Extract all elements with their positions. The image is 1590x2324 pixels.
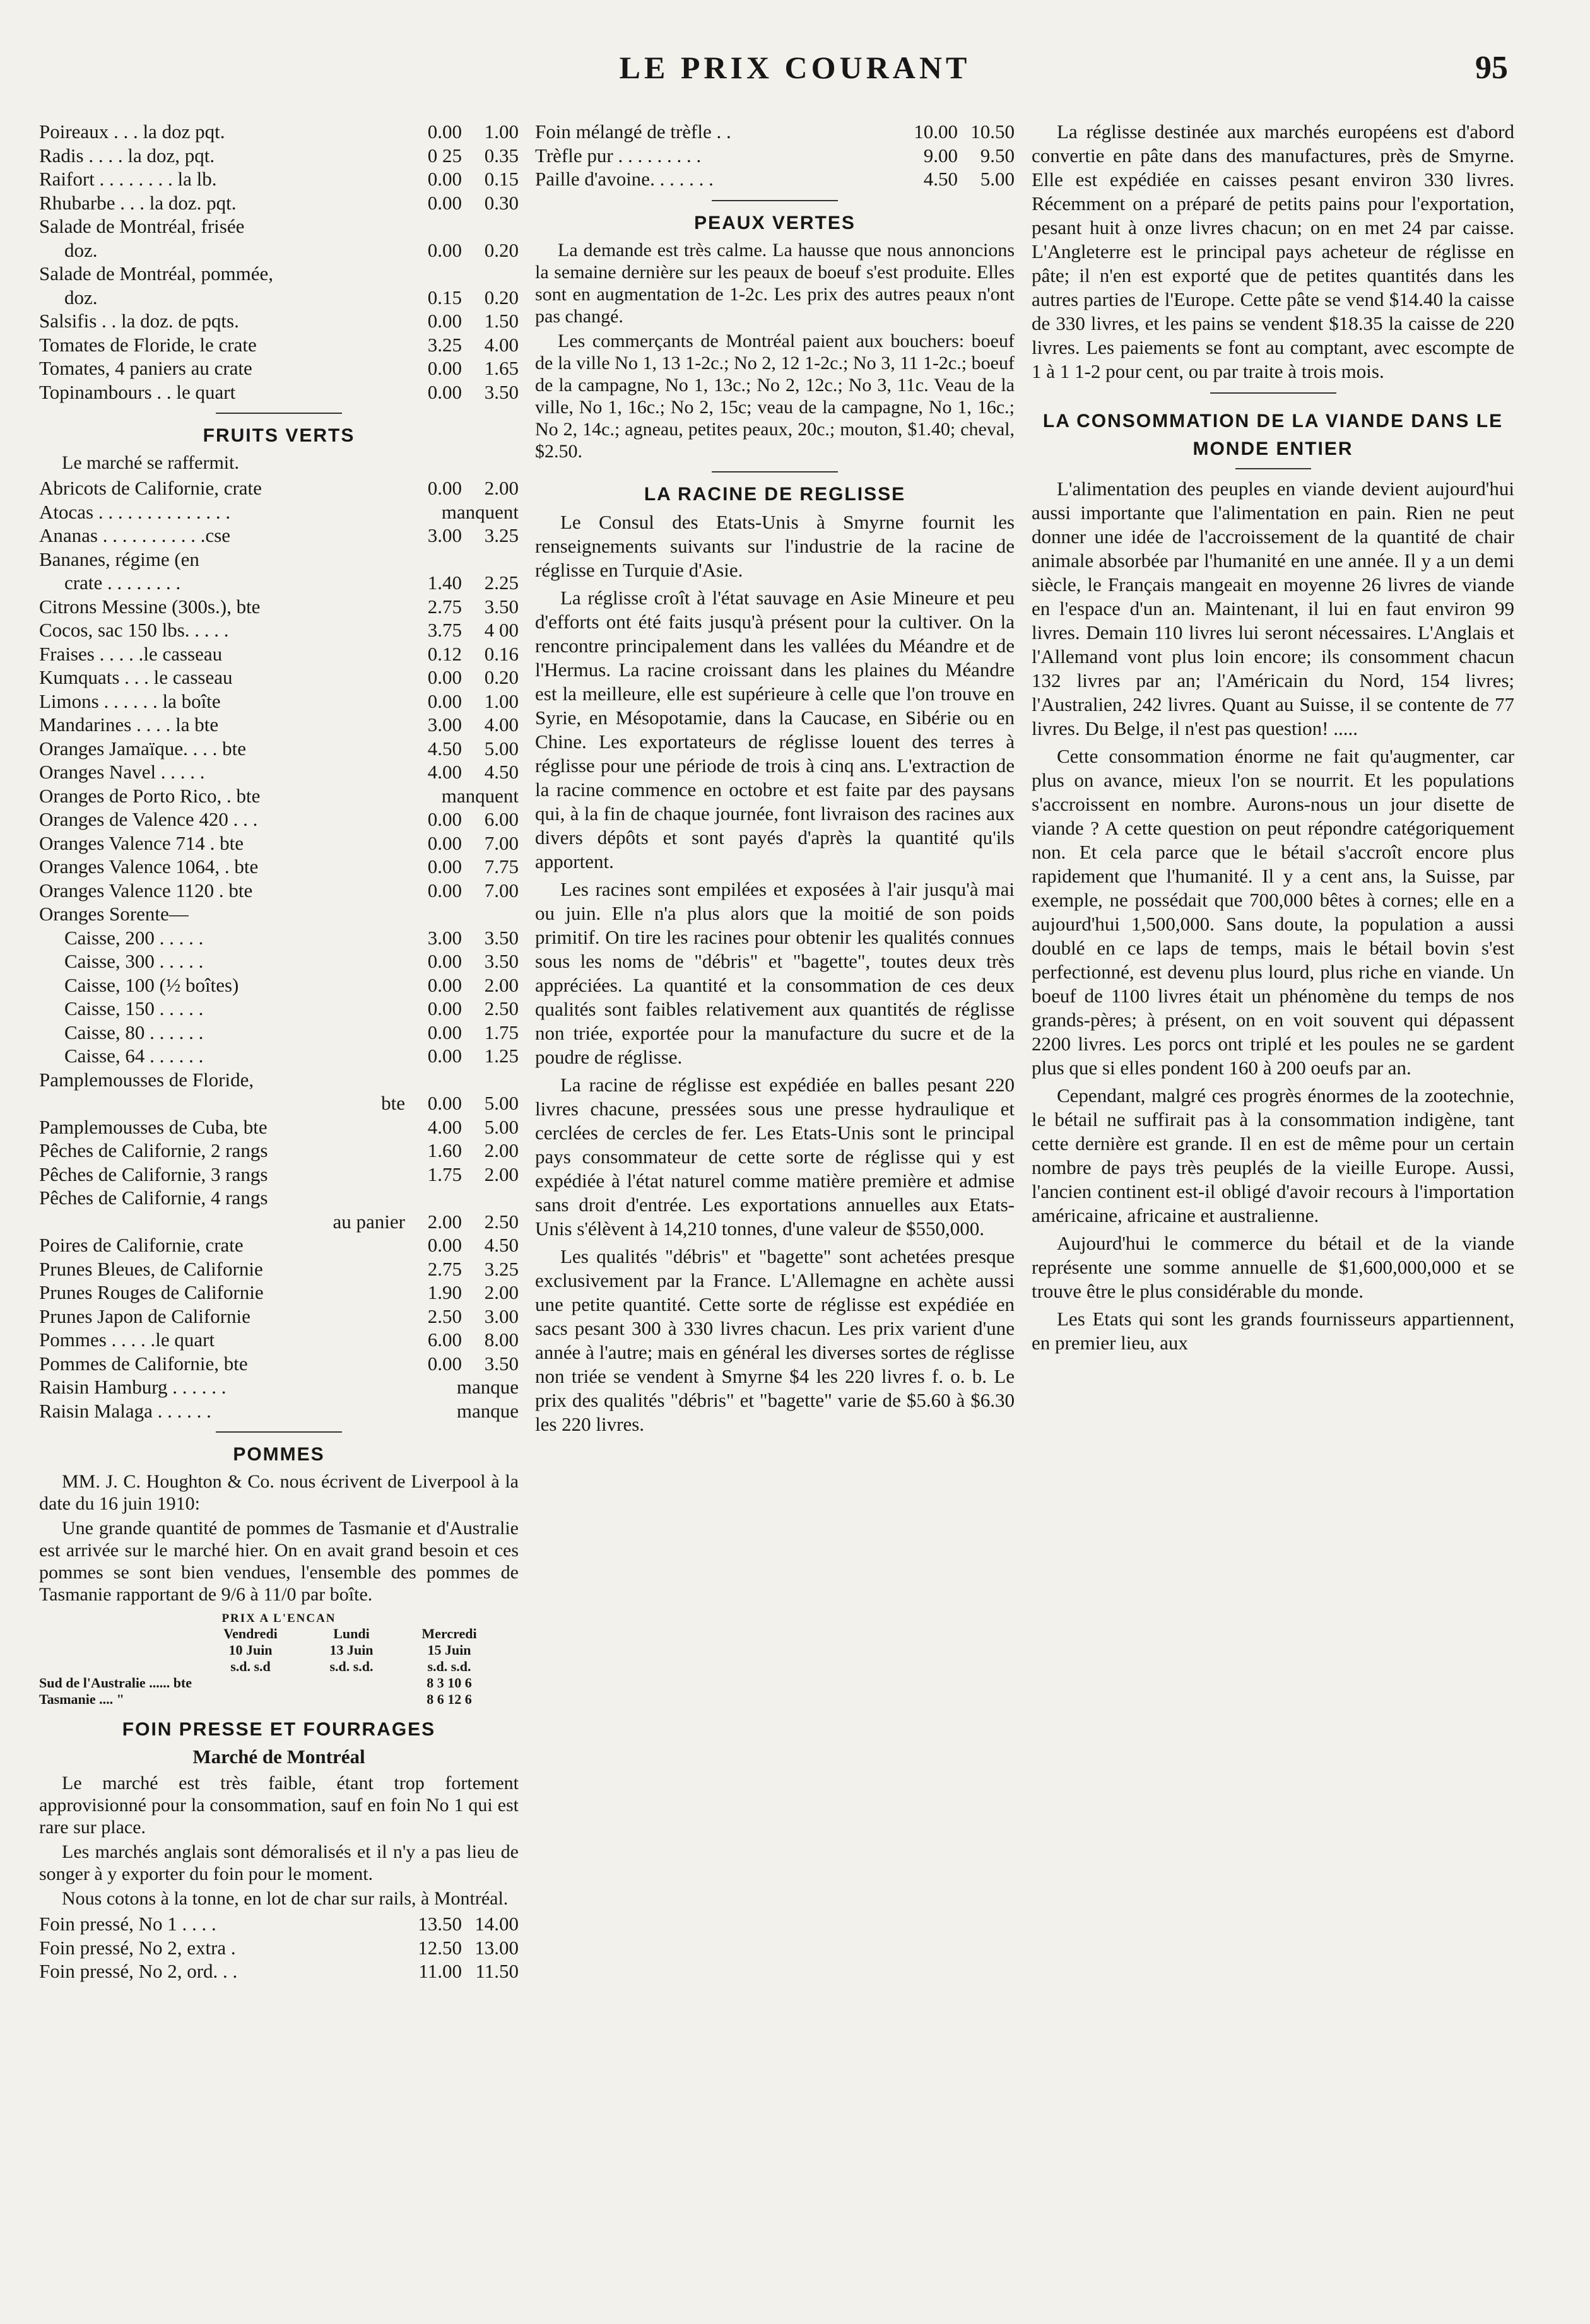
auction-table-cell <box>200 1675 301 1691</box>
price-label: Bananes, régime (en <box>39 548 199 570</box>
foin-paragraph: Le marché est très faible, étant trop fortement approvisionné pour la consommation, sauf en foin No 1 qui est rare sur place. <box>39 1773 519 1838</box>
price-label: Oranges Sorente— <box>39 903 189 925</box>
price-label: Cocos, sac 150 lbs. . . . . <box>39 619 229 641</box>
price-row <box>39 997 519 1021</box>
price-label: bte <box>381 1092 405 1114</box>
price-row <box>39 1352 519 1376</box>
price-row <box>39 1959 519 1983</box>
price-high: 4.50 <box>484 1234 519 1256</box>
price-row <box>39 1044 519 1068</box>
price-label: Poires de Californie, crate <box>39 1234 244 1256</box>
price-row <box>39 807 519 831</box>
price-high: 14.00 <box>474 1913 519 1935</box>
price-row <box>39 1936 519 1960</box>
price-label: Oranges Navel . . . . . <box>39 761 205 783</box>
price-low: 0.00 <box>427 310 462 332</box>
auction-table-cell: 8 6 12 6 <box>427 1691 472 1707</box>
price-low <box>411 902 462 926</box>
price-low: 2.75 <box>427 595 462 618</box>
price-row <box>39 380 519 404</box>
section-rule <box>216 413 342 414</box>
price-row <box>39 214 519 238</box>
foin-paragraph: Nous cotons à la tonne, en lot de char sur rails, à Montréal. <box>62 1888 509 1909</box>
column-1 <box>39 120 519 2277</box>
auction-table-header-cell: 15 Juin <box>427 1642 471 1658</box>
price-low: 0.00 <box>427 808 462 830</box>
price-row <box>39 760 519 784</box>
price-row <box>39 1375 519 1399</box>
auction-table-header-cell <box>39 1642 200 1658</box>
price-row <box>39 1281 519 1305</box>
price-row <box>39 690 519 713</box>
price-low: 0.00 <box>427 477 462 499</box>
price-row <box>39 262 519 286</box>
section-rule <box>1210 392 1336 394</box>
price-low: 0.00 <box>427 238 462 261</box>
price-row <box>39 1257 519 1281</box>
price-high: 1.00 <box>484 120 519 143</box>
price-high <box>462 1186 519 1210</box>
price-low: 0.00 <box>427 357 462 379</box>
price-high: 2.25 <box>484 572 519 594</box>
price-low: 0.00 <box>427 1352 462 1375</box>
price-label: Foin mélangé de trèfle . . <box>535 120 731 143</box>
section-rule <box>712 200 838 201</box>
auction-table-header-cell: s.d. s.d <box>230 1658 271 1674</box>
price-label: Pêches de Californie, 2 rangs <box>39 1139 268 1161</box>
masthead-title: LE PRIX COURANT <box>619 50 971 85</box>
price-high <box>462 902 519 926</box>
vegetable-price-list <box>39 120 519 404</box>
price-row <box>39 476 519 500</box>
price-high: 4 00 <box>484 619 519 641</box>
price-label: Salsifis . . la doz. de pqts. <box>39 310 239 332</box>
price-high: 1.00 <box>484 690 519 712</box>
price-row <box>39 1163 519 1187</box>
price-label: Raifort . . . . . . . . la lb. <box>39 168 217 190</box>
price-row <box>39 548 519 572</box>
fruits-market-note: Le marché se raffermit. <box>62 452 239 473</box>
price-high: 2.00 <box>484 1281 519 1303</box>
pommes-section-title: POMMES <box>233 1444 325 1465</box>
price-high: 3.00 <box>484 1305 519 1327</box>
price-label: Paille d'avoine. . . . . . . <box>535 168 714 190</box>
price-label: Pêches de Californie, 4 rangs <box>39 1187 268 1209</box>
price-high: 3.25 <box>484 1257 519 1280</box>
price-low: 1.40 <box>427 572 462 594</box>
price-low: 2.75 <box>427 1257 462 1280</box>
price-label: Caisse, 200 . . . . . <box>64 926 204 949</box>
price-low <box>411 1186 462 1210</box>
price-low: 0.00 <box>427 1234 462 1256</box>
price-label: Oranges Valence 714 . bte <box>39 831 244 854</box>
price-high: 5.00 <box>484 1092 519 1114</box>
price-low: 0 25 <box>427 144 462 167</box>
price-low: 3.00 <box>427 524 462 546</box>
price-label: Trèfle pur . . . . . . . . . <box>535 144 702 167</box>
price-high: 11.50 <box>475 1960 519 1982</box>
auction-table-header-cell: Vendredi <box>223 1626 278 1641</box>
pommes-paragraph: Une grande quantité de pommes de Tasmanie et d'Australie est arrivée sur le marché hier. On en avait grand besoin et ces pommes se sont bien vendues, l'ensemble des pommes de Tasmanie rapportant de 9/6 à 11/0 par boîte. <box>39 1518 519 1605</box>
price-low: 4.00 <box>427 761 462 783</box>
page-number: 95 <box>1475 50 1508 86</box>
price-label: Caisse, 64 . . . . . . <box>64 1045 204 1067</box>
reglisse-paragraph: La racine de réglisse est expédiée en balles pesant 220 livres chacune, pressées sous une presse hydraulique et cerclées de cercles de fer. Les Etats-Unis sont le principal pays consommateur de cette sorte de réglisse qui y est expédiée à l'état naturel comme matière première et admise sans droit d'entrée. Les exportations annuelles aux Etats-Unis s'élèvent à 14,210 tonnes, d'une valeur de $550,000. <box>535 1073 1015 1240</box>
price-low: 0.00 <box>427 831 462 854</box>
price-low: 12.50 <box>418 1936 462 1959</box>
price-label: Foin pressé, No 2, ord. . . <box>39 1960 238 1982</box>
price-low: 0.00 <box>427 1092 462 1114</box>
reglisse-paragraph: Les racines sont empilées et exposées à l'air jusqu'à mai ou juin. Elle n'a plus alors que la moitié de son poids primitif. On tire les racines pour obtenir les qualités connues sous les noms de "débris" et "bagette", toutes deux très appréciées. La quantité et la consommation de ces deux qualités sont faibles relativement aux quantités de réglisse non triée, exportée pour la manufacture du sucre et de la poudre de réglisse. <box>535 877 1015 1068</box>
price-high: 1.75 <box>484 1021 519 1043</box>
price-high: 5.00 <box>980 168 1015 190</box>
price-label: doz. <box>64 238 98 261</box>
price-high <box>462 1068 519 1092</box>
price-high: 2.50 <box>484 997 519 1019</box>
price-row <box>39 1210 519 1234</box>
price-high: 2.50 <box>484 1210 519 1233</box>
price-label: Salade de Montréal, pommée, <box>39 262 274 285</box>
viande-paragraph: Cependant, malgré ces progrès énormes de la zootechnie, le bétail ne suffirait pas à la consommation indigène, tant cette dernière est grande. Il en est de même pour un certain nombre de pays très peuplés de la vieille Europe. Aussi, l'ancien continent est-il obligé d'avoir recours à l'importation américaine, africaine et australienne. <box>1032 1084 1514 1226</box>
price-high: 3.50 <box>484 595 519 618</box>
price-low: 3.00 <box>427 713 462 736</box>
price-row <box>39 238 519 262</box>
price-label: Oranges Valence 1120 . bte <box>39 879 253 901</box>
price-high: 3.50 <box>484 950 519 972</box>
auction-table-cell <box>200 1691 301 1708</box>
price-low: 0.00 <box>427 120 462 143</box>
price-low: 1.90 <box>427 1281 462 1303</box>
price-high <box>462 262 519 286</box>
price-value: manque <box>456 1376 519 1398</box>
price-label: Pommes de Californie, bte <box>39 1352 248 1375</box>
price-high: 4.00 <box>484 713 519 736</box>
auction-table-cell: Tasmanie .... " <box>39 1691 124 1707</box>
price-low: 0.15 <box>427 286 462 308</box>
fruits-section-title: FRUITS VERTS <box>203 425 355 446</box>
price-row <box>39 309 519 333</box>
auction-table-header-cell <box>39 1626 200 1642</box>
price-low: 1.75 <box>427 1163 462 1185</box>
price-row <box>39 191 519 215</box>
price-label: Limons . . . . . . la boîte <box>39 690 221 712</box>
price-high: 0.20 <box>484 286 519 308</box>
section-rule <box>712 471 838 472</box>
price-row <box>39 642 519 666</box>
price-label: Caisse, 100 (½ boîtes) <box>64 973 239 996</box>
auction-table-cell: Sud de l'Australie ...... bte <box>39 1675 192 1691</box>
price-label: Foin pressé, No 1 . . . . <box>39 1913 216 1935</box>
price-label: crate . . . . . . . . <box>64 572 181 594</box>
price-high: 0.35 <box>484 144 519 167</box>
price-row <box>39 286 519 310</box>
price-row <box>39 831 519 855</box>
viande-paragraph: Cette consommation énorme ne fait qu'augmenter, car plus on avance, mieux l'on se nourrit. Et les populations s'accroissent en nombre. Aurons-nous un jour disette de viande ? A cette question on peut répondre catégoriquement non. Et cela parce que le bétail s'accroît encore plus rapidement que l'humanité. Il y a cent ans, la Suisse, par exemple, ne possédait que 700,000 bêtes à cornes; elle en a aujourd'hui 1,500,000. Sans doute, la population a aussi doublé en ce laps de temps, mais le bétail bovin s'est perfectionné, est devenu plus lourd, plus riche en viande. Un boeuf de 1100 livres était un phénomène du temps de nos grands-pères; à présent, on en voit souvent qui dépassent 2200 livres. Les porcs ont triplé et les poules ne se gardent plus que si elles pondent 160 à 200 oeufs par an. <box>1032 745 1514 1079</box>
price-high: 2.00 <box>484 477 519 499</box>
price-low: 0.00 <box>427 690 462 712</box>
price-row <box>39 737 519 761</box>
peaux-paragraph: Les commerçants de Montréal paient aux bouchers: boeuf de la ville No 1, 13 1-2c.; No 2, 12 1-2c.; No 3, 11 1-2c.; boeuf de la campagne, No 1, 13c.; No 2, 12c.; No 3, 11c. Veau de la ville, No 1, 16c.; No 2, 15c; veau de la campagne, No 1, 16c.; No 2, 14c.; agneau, petites peaux, 20c.; mouton, $1.40; cheval, $2.50. <box>535 330 1015 462</box>
price-row <box>535 144 1015 168</box>
price-high: 4.00 <box>484 333 519 356</box>
price-low: 2.50 <box>427 1305 462 1327</box>
auction-price-table <box>39 1626 519 1708</box>
price-low: 0.00 <box>427 997 462 1019</box>
price-high: 0.15 <box>484 168 519 190</box>
price-low: 4.00 <box>427 1115 462 1138</box>
auction-table-cell <box>301 1691 402 1708</box>
price-high: 6.00 <box>484 808 519 830</box>
price-row <box>39 926 519 950</box>
auction-table-cell: 8 3 10 6 <box>427 1675 472 1691</box>
price-label: Oranges de Valence 420 . . . <box>39 808 258 830</box>
price-low <box>411 1068 462 1092</box>
peaux-paragraph: La demande est très calme. La hausse que nous annoncions la semaine dernière sur les peaux de boeuf s'est produite. Elles sont en augmentation de 1-2c. Les prix des autres peaux n'ont pas changé. <box>535 239 1015 327</box>
price-low: 13.50 <box>418 1913 462 1935</box>
price-row <box>39 1233 519 1257</box>
price-low: 0.00 <box>427 950 462 972</box>
price-label: Pêches de Californie, 3 rangs <box>39 1163 268 1185</box>
price-high: 4.50 <box>484 761 519 783</box>
price-row <box>39 500 519 524</box>
auction-table-title: PRIX A L'ENCAN <box>221 1612 336 1625</box>
price-label: Salade de Montréal, frisée <box>39 215 245 237</box>
viande-section-title: LA CONSOMMATION DE LA VIANDE DANS LE MONDE ENTIER <box>1042 411 1504 459</box>
price-label: Radis . . . . la doz, pqt. <box>39 144 215 167</box>
price-row <box>535 120 1015 144</box>
price-label: Caisse, 80 . . . . . . <box>64 1021 204 1043</box>
price-label: Mandarines . . . . la bte <box>39 713 219 736</box>
reglisse-section-title: LA RACINE DE REGLISSE <box>644 483 906 505</box>
fruit-price-list <box>39 476 519 1423</box>
hay-price-list-continued <box>535 120 1015 191</box>
section-rule <box>216 1431 342 1433</box>
price-low: 6.00 <box>427 1329 462 1351</box>
price-label: Pamplemousses de Floride, <box>39 1068 254 1091</box>
foin-section-title: FOIN PRESSE ET FOURRAGES <box>122 1719 436 1740</box>
price-row <box>39 1305 519 1329</box>
price-row <box>39 879 519 903</box>
price-label: Foin pressé, No 2, extra . <box>39 1936 236 1959</box>
price-high: 0.16 <box>484 642 519 665</box>
price-label: Abricots de Californie, crate <box>39 477 262 499</box>
price-row <box>39 1186 519 1210</box>
price-label: Oranges Jamaïque. . . . bte <box>39 737 246 760</box>
price-low: 10.00 <box>914 120 958 143</box>
price-high: 0.30 <box>484 191 519 214</box>
reglisse-paragraph: Les qualités "débris" et "bagette" sont achetées presque exclusivement par la France. L'Allemagne en achète aussi une petite quantité. Cette sorte de réglisse est expédiée en sacs pesant 300 à 330 livres chacun. Les prix varient d'une année à l'autre; mais en général les diverses sortes de réglisse non triée se vendent à Smyrne $4 les 220 livres f. o. b. Le prix des qualités "débris" et "bagette" varie de $5.60 à $6.30 les 220 livres. <box>535 1245 1015 1435</box>
pommes-paragraph: MM. J. C. Houghton & Co. nous écrivent de Liverpool à la date du 16 juin 1910: <box>39 1471 519 1514</box>
price-label: Pamplemousses de Cuba, bte <box>39 1115 268 1138</box>
price-label: Prunes Rouges de Californie <box>39 1281 264 1303</box>
auction-table-header-cell <box>39 1658 200 1675</box>
price-label: Raisin Hamburg . . . . . . <box>39 1376 227 1398</box>
price-row <box>39 1068 519 1092</box>
price-row <box>39 1091 519 1115</box>
price-low: 0.00 <box>427 1045 462 1067</box>
price-row <box>39 120 519 144</box>
price-high: 0.20 <box>484 238 519 261</box>
price-label: Caisse, 300 . . . . . <box>64 950 204 972</box>
price-high: 1.50 <box>484 310 519 332</box>
price-high: 2.00 <box>484 973 519 996</box>
price-low: 0.00 <box>427 855 462 877</box>
reglisse-continued-paragraph: La réglisse destinée aux marchés européens est d'abord convertie en pâte dans des manufactures, près de Smyrne. Elle est expédiée en caisses pesant environ 330 livres. Récemment on a préparé de petits pains pour l'exportation, pesant huit à onze livres chacun; on en met 24 par caisse. L'Angleterre est le principal pays acheteur de réglisse en pâte; il n'en est exporté que de petites quantités dans les autres parties de l'Europe. Cette pâte se vend $14.40 la caisse de 330 livres, et les pains se vendent $18.35 la caisse de 220 livres. Les paiements se font au comptant, avec escompte de 1 à 1 1-2 pour cent, ou par traite à trois mois. <box>1032 120 1514 382</box>
price-row <box>39 618 519 642</box>
viande-paragraph: L'alimentation des peuples en viande devient aujourd'hui aussi importante que l'alimentation en pain. Rien ne peut donner une idée de l'accroissement de la quantité de chair animale absorbée par l'humanité en une année. Il y a un demi siècle, le Français mangeait en moyenne 26 livres de viande en l'espace d'un an. Maintenant, il lui en faut environ 99 livres. Demain 110 livres lui seront nécessaires. L'Anglais et l'Allemand vont plus loin encore; ils consomment chacun 132 livres par an; l'Américain du Nord, 154 livres; l'Australien, 242 livres. Quant au Suisse, il se contente de 77 livres. Du Belge, il n'est pas question! ..... <box>1032 478 1514 739</box>
price-row <box>39 973 519 997</box>
price-low: 0.00 <box>427 1021 462 1043</box>
price-label: Kumquats . . . le casseau <box>39 666 233 688</box>
price-low: 0.12 <box>427 642 462 665</box>
price-high: 0.20 <box>484 666 519 688</box>
price-row <box>39 144 519 168</box>
auction-table-header-cell: Mercredi <box>421 1626 477 1641</box>
price-high: 1.65 <box>484 357 519 379</box>
price-row <box>39 333 519 357</box>
price-low: 0.00 <box>427 973 462 996</box>
price-low: 2.00 <box>427 1210 462 1233</box>
price-label: Rhubarbe . . . la doz. pqt. <box>39 191 237 214</box>
price-row <box>39 855 519 879</box>
price-label: Prunes Japon de Californie <box>39 1305 250 1327</box>
price-low: 3.00 <box>427 926 462 949</box>
viande-paragraph: Aujourd'hui le commerce du bétail et de la viande représente une somme annuelle de $1,600,000,000 et se trouve être le plus considérable du monde. <box>1032 1232 1514 1302</box>
price-row <box>39 1115 519 1139</box>
price-high <box>462 548 519 572</box>
price-low: 4.50 <box>427 737 462 760</box>
price-label: Tomates de Floride, le crate <box>39 333 257 356</box>
auction-table-header-cell: Lundi <box>333 1626 370 1641</box>
price-label: Tomates, 4 paniers au crate <box>39 357 252 379</box>
price-high: 1.25 <box>484 1045 519 1067</box>
price-low: 0.00 <box>427 380 462 403</box>
price-high: 3.25 <box>484 524 519 546</box>
foin-subtitle: Marché de Montréal <box>192 1746 365 1768</box>
price-low: 0.00 <box>427 191 462 214</box>
price-row <box>39 1021 519 1045</box>
price-low: 0.00 <box>427 168 462 190</box>
price-high: 2.00 <box>484 1139 519 1161</box>
price-label: Topinambours . . le quart <box>39 380 236 403</box>
price-low: 0.00 <box>427 879 462 901</box>
column-2 <box>535 120 1015 2277</box>
auction-table-header-cell: 13 Juin <box>329 1642 374 1658</box>
price-high: 7.00 <box>484 831 519 854</box>
auction-table-header-cell: s.d. s.d. <box>427 1658 471 1674</box>
price-high: 3.50 <box>484 926 519 949</box>
auction-table-header-cell: s.d. s.d. <box>329 1658 374 1674</box>
price-label: Citrons Messine (300s.), bte <box>39 595 261 618</box>
price-high: 7.75 <box>484 855 519 877</box>
price-low: 4.50 <box>923 168 958 190</box>
price-label: Atocas . . . . . . . . . . . . . . <box>39 500 231 523</box>
price-high <box>462 214 519 238</box>
auction-table-cell <box>301 1675 402 1691</box>
price-row <box>39 524 519 548</box>
hay-price-list <box>39 1912 519 1983</box>
price-row <box>39 167 519 191</box>
price-low: 9.00 <box>923 144 958 167</box>
price-high: 13.00 <box>474 1936 519 1959</box>
price-high: 3.50 <box>484 1352 519 1375</box>
foin-paragraph: Les marchés anglais sont démoralisés et il n'y a pas lieu de songer à y exporter du foin pour le moment. <box>39 1841 519 1884</box>
price-low <box>411 262 462 286</box>
reglisse-paragraph: Le Consul des Etats-Unis à Smyrne fournit les renseignements suivants sur l'industrie de la racine de réglisse en Turquie d'Asie. <box>535 510 1015 581</box>
price-value: manquent <box>441 784 519 807</box>
price-high: 9.50 <box>980 144 1015 167</box>
price-low <box>411 214 462 238</box>
price-label: Raisin Malaga . . . . . . <box>39 1399 211 1422</box>
price-row <box>39 902 519 926</box>
price-label: Prunes Bleues, de Californie <box>39 1257 263 1280</box>
price-label: Pommes . . . . .le quart <box>39 1329 215 1351</box>
price-label: Caisse, 150 . . . . . <box>64 997 204 1019</box>
peaux-section-title: PEAUX VERTES <box>694 212 856 233</box>
price-row <box>39 1912 519 1936</box>
price-value: manquent <box>441 500 519 523</box>
price-row <box>39 571 519 595</box>
price-row <box>39 666 519 690</box>
price-high: 7.00 <box>484 879 519 901</box>
reglisse-paragraph: La réglisse croît à l'état sauvage en Asie Mineure et peu d'efforts ont été faits jusqu'à présent pour la cultiver. On la rencontre principalement dans les vallées du Méandre et de l'Hermus. La racine croissant dans les plaines du Méandre est la meilleure, elle est supérieure à celle que l'on trouve en Syrie, en Mésopotamie, dans la Caucase, en Sibérie ou en Chine. Les exportateurs de réglisse louent des terres à réglisse pour une période de trois à cinq ans. L'extraction de la racine commence en octobre et est faite par des paysans qui, à la fin de chaque journée, font livraison des racines aux divers dépôts et sont payés d'après la quantité qu'ils apportent. <box>535 586 1015 872</box>
price-label: Oranges de Porto Rico, . bte <box>39 784 261 807</box>
price-low: 3.75 <box>427 619 462 641</box>
price-label: doz. <box>64 286 98 308</box>
price-label: Poireaux . . . la doz pqt. <box>39 120 225 143</box>
auction-table-header-cell: 10 Juin <box>228 1642 273 1658</box>
price-row <box>39 713 519 737</box>
section-rule <box>1235 468 1311 469</box>
price-row <box>39 1328 519 1352</box>
price-low: 3.25 <box>427 333 462 356</box>
column-3 <box>1032 120 1514 2277</box>
price-high: 5.00 <box>484 1115 519 1138</box>
price-value: manque <box>456 1399 519 1422</box>
price-row <box>39 949 519 973</box>
price-high: 3.50 <box>484 380 519 403</box>
price-low: 1.60 <box>427 1139 462 1161</box>
price-low: 0.00 <box>427 666 462 688</box>
page-header <box>0 49 1590 93</box>
viande-paragraph: Les Etats qui sont les grands fournisseurs appartiennent, en premier lieu, aux <box>1032 1308 1514 1354</box>
price-high: 10.50 <box>970 120 1015 143</box>
price-label: Oranges Valence 1064, . bte <box>39 855 259 877</box>
price-label: Ananas . . . . . . . . . . .cse <box>39 524 231 546</box>
price-row <box>39 1399 519 1423</box>
price-high: 5.00 <box>484 737 519 760</box>
price-row <box>39 1139 519 1163</box>
price-row <box>39 595 519 619</box>
price-low <box>411 548 462 572</box>
price-label: Fraises . . . . .le casseau <box>39 642 223 665</box>
price-row <box>39 784 519 808</box>
price-row <box>39 356 519 380</box>
price-low: 11.00 <box>418 1960 462 1982</box>
price-row <box>535 167 1015 191</box>
price-high: 8.00 <box>484 1329 519 1351</box>
price-high: 2.00 <box>484 1163 519 1185</box>
price-label: au panier <box>333 1210 405 1233</box>
